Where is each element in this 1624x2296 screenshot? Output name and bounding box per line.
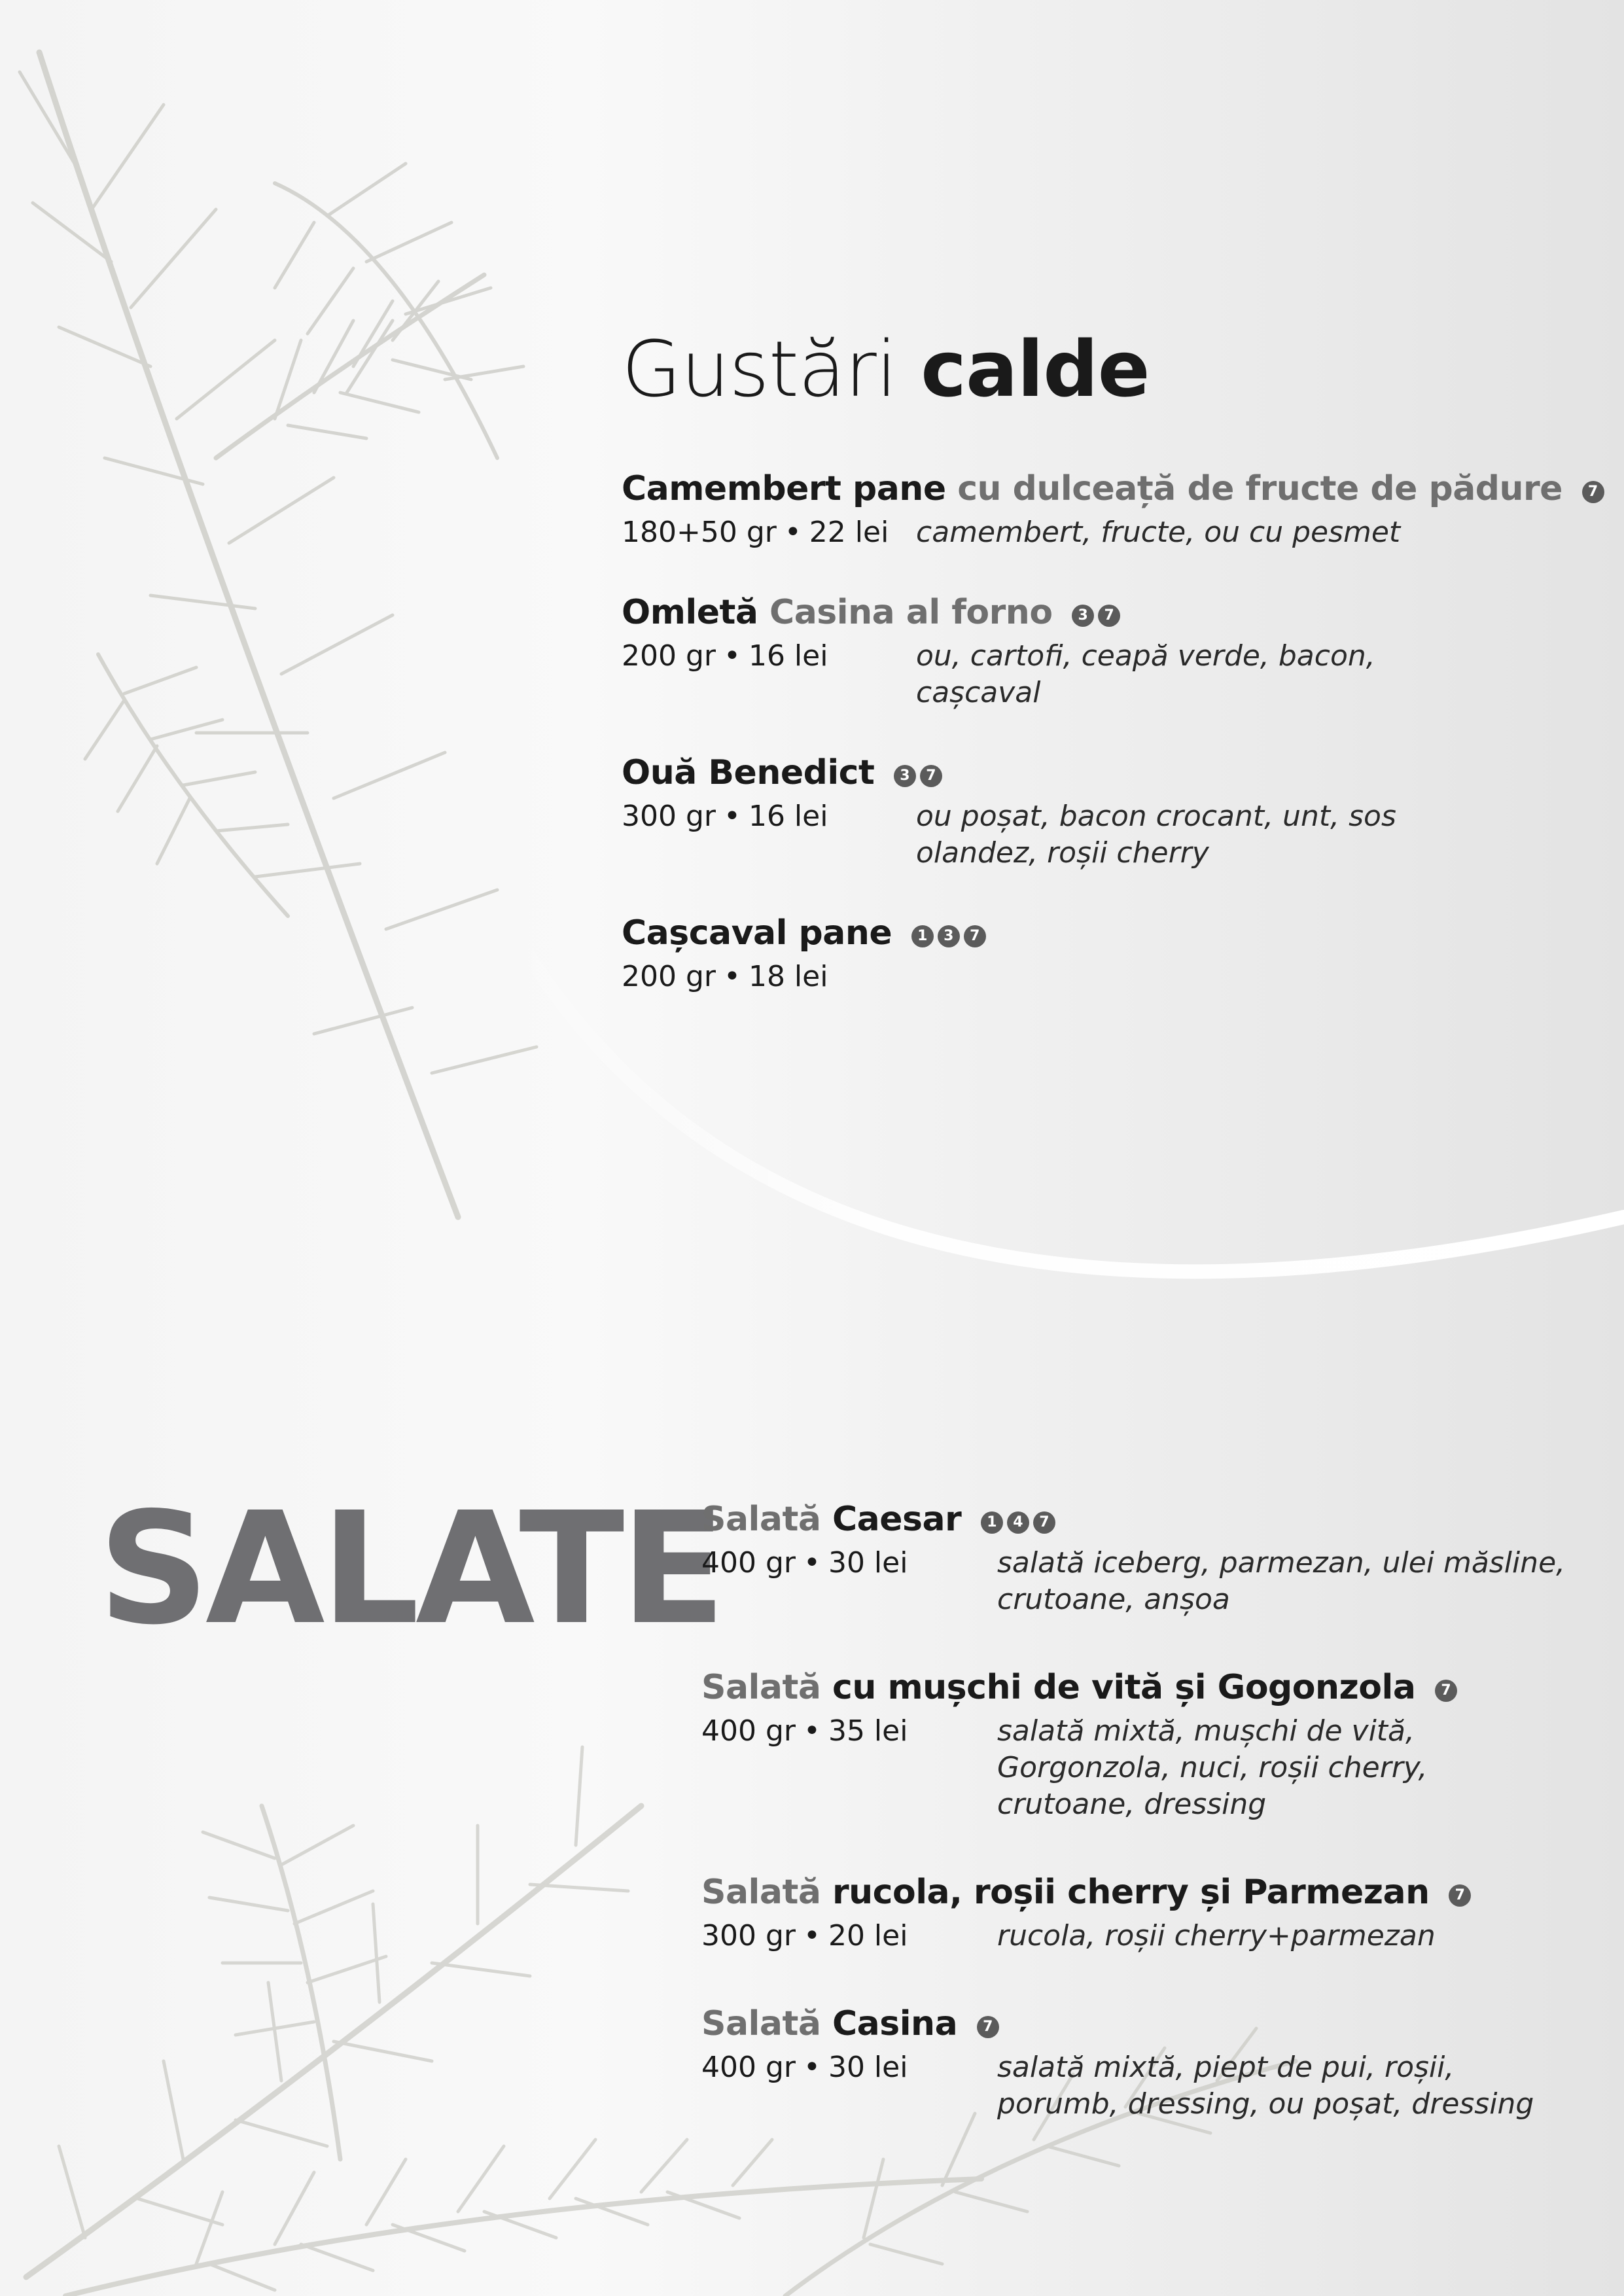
item-description: rucola, roșii cherry+parmezan (997, 1919, 1436, 1952)
allergen-badge: 1 (911, 925, 934, 947)
item-weight-price (701, 1713, 997, 1823)
menu-item (701, 1667, 1591, 1823)
hot-appetizers-list (622, 468, 1598, 1036)
separator: • (784, 516, 802, 549)
hot-title-light: Gustări (622, 324, 897, 414)
item-description: salată mixtă, mușchi de vită, Gorgonzola, nuci, roșii cherry, crutoane, dressing (997, 1714, 1428, 1821)
menu-item (622, 592, 1564, 711)
item-price: 16 lei (748, 800, 828, 833)
item-name-secondary: cu dulceață de fructe de pădure (957, 469, 1562, 508)
item-weight-price (701, 2049, 997, 2123)
allergen-badges (1574, 469, 1604, 508)
item-details (622, 514, 1564, 551)
item-details (622, 798, 1564, 872)
allergen-badges (973, 1500, 1055, 1539)
item-weight: 180+50 gr (622, 516, 777, 549)
item-price: 22 lei (809, 516, 889, 549)
allergen-badge: 3 (938, 925, 960, 947)
allergen-badge: 7 (977, 2016, 999, 2038)
allergen-badges (886, 753, 942, 792)
item-details (701, 1918, 1591, 1954)
item-weight: 300 gr (622, 800, 716, 833)
menu-item (701, 1871, 1591, 1954)
item-name-prefix: Salată (701, 1668, 821, 1707)
item-name-prefix: Salată (701, 1873, 821, 1912)
menu-item (701, 1498, 1591, 1618)
allergen-badge: 7 (920, 765, 942, 787)
menu-item (622, 752, 1564, 872)
menu-item (622, 912, 1564, 995)
item-details (701, 1713, 1591, 1823)
item-weight-price (701, 1918, 997, 1954)
item-weight: 200 gr (622, 960, 716, 993)
allergen-badges (1427, 1668, 1457, 1707)
item-weight: 200 gr (622, 639, 716, 673)
allergen-badge: 7 (1449, 1884, 1471, 1907)
item-weight-price (622, 514, 916, 551)
item-name (622, 752, 1564, 794)
allergen-badge: 7 (1435, 1680, 1457, 1702)
item-name-primary: Cașcaval pane (622, 913, 892, 953)
item-name-primary: Camembert pane (622, 469, 946, 508)
item-details (701, 1545, 1591, 1618)
item-price: 18 lei (748, 960, 828, 993)
item-name-primary: cu mușchi de vită și Gogonzola (832, 1668, 1416, 1707)
item-description: ou, cartofi, ceapă verde, bacon, cașcaval (916, 639, 1375, 709)
menu-item (701, 2003, 1591, 2123)
separator: • (803, 2051, 821, 2084)
item-price: 20 lei (828, 1919, 908, 1952)
allergen-badge: 7 (1582, 481, 1604, 503)
allergen-badges (904, 913, 986, 953)
item-name-primary: Ouă Benedict (622, 753, 875, 792)
allergen-badge: 4 (1007, 1511, 1029, 1534)
item-description: ou poșat, bacon crocant, unt, sos olandez, roșii cherry (916, 800, 1396, 870)
allergen-badge: 7 (1098, 605, 1120, 627)
salads-list (701, 1498, 1591, 2171)
allergen-badge: 7 (1033, 1511, 1055, 1534)
pine-branch-top-decoration (20, 52, 537, 1217)
item-name (622, 468, 1598, 510)
item-details (622, 959, 1564, 995)
item-description: camembert, fructe, ou cu pesmet (916, 516, 1401, 549)
item-price: 35 lei (828, 1714, 908, 1748)
item-name (701, 1667, 1591, 1709)
menu-item (622, 468, 1598, 551)
item-name-prefix: Salată (701, 1500, 821, 1539)
item-weight-price (622, 798, 916, 872)
separator: • (724, 960, 741, 993)
item-name-primary: Omletă (622, 593, 758, 632)
separator: • (724, 800, 741, 833)
item-name (701, 1871, 1591, 1914)
item-name-prefix: Salată (701, 2004, 821, 2043)
allergen-badges (1064, 593, 1120, 632)
item-description: salată iceberg, parmezan, ulei măsline, crutoane, anșoa (997, 1546, 1566, 1616)
item-name (622, 912, 1564, 955)
allergen-badge: 7 (964, 925, 986, 947)
separator: • (803, 1546, 821, 1580)
item-weight-price (622, 638, 916, 711)
item-price: 30 lei (828, 2051, 908, 2084)
item-details (701, 2049, 1591, 2123)
hot-appetizers-title (622, 324, 1150, 414)
item-name-primary: Casina (832, 2004, 958, 2043)
item-weight: 400 gr (701, 1714, 796, 1748)
item-weight-price (622, 959, 916, 995)
allergen-badges (1441, 1873, 1471, 1912)
salads-section-title: SALATE (98, 1479, 722, 1659)
hot-title-bold: calde (921, 324, 1150, 414)
item-weight: 400 gr (701, 1546, 796, 1580)
item-name-primary: rucola, roșii cherry și Parmezan (832, 1873, 1430, 1912)
item-description: salată mixtă, piept de pui, roșii, porumb, dressing, ou poșat, dressing (997, 2051, 1534, 2121)
item-details (622, 638, 1564, 711)
item-name (622, 592, 1564, 634)
allergen-badge: 3 (1072, 605, 1094, 627)
item-price: 30 lei (828, 1546, 908, 1580)
item-name-secondary: Casina al forno (769, 593, 1053, 632)
item-weight-price (701, 1545, 997, 1618)
item-name-primary: Caesar (832, 1500, 962, 1539)
item-name (701, 2003, 1591, 2045)
separator: • (724, 639, 741, 673)
separator: • (803, 1919, 821, 1952)
item-price: 16 lei (748, 639, 828, 673)
separator: • (803, 1714, 821, 1748)
item-weight: 300 gr (701, 1919, 796, 1952)
item-name (701, 1498, 1591, 1541)
allergen-badges (969, 2004, 999, 2043)
allergen-badge: 3 (894, 765, 916, 787)
allergen-badge: 1 (981, 1511, 1003, 1534)
item-weight: 400 gr (701, 2051, 796, 2084)
